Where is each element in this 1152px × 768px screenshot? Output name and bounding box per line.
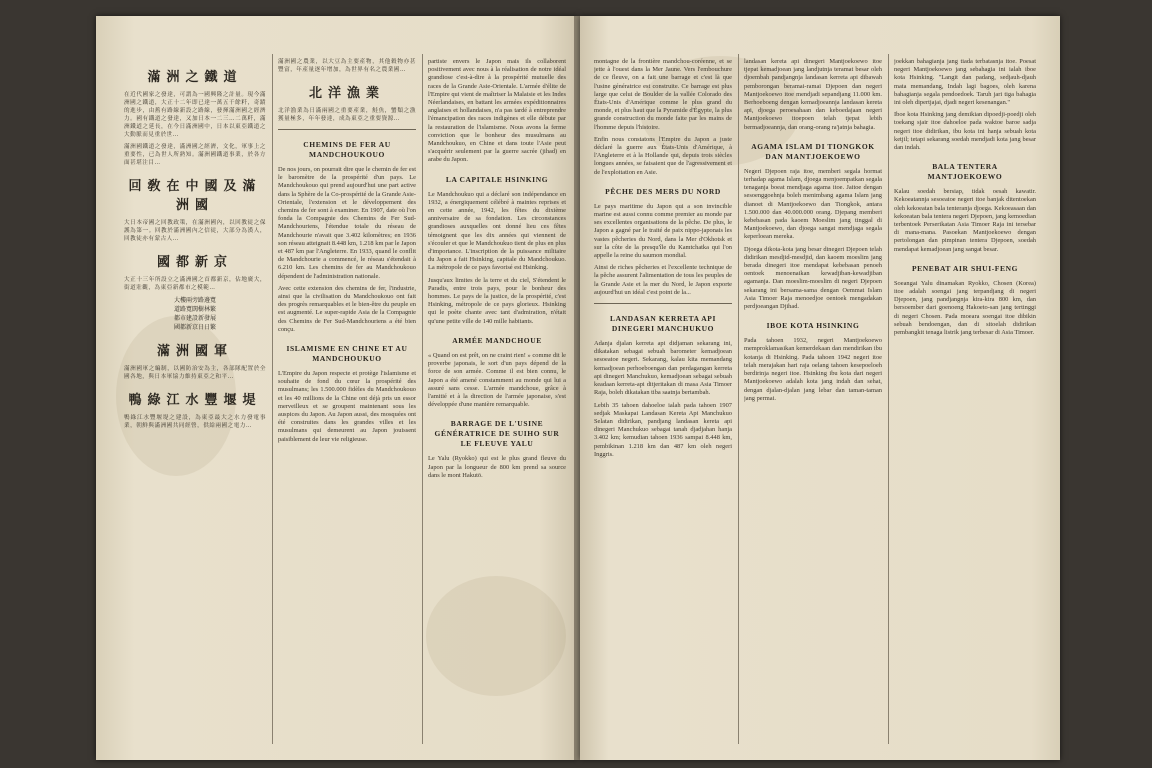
column-divider: [272, 54, 273, 744]
heading-agama-islam: AGAMA ISLAM DI TIONGKOK DAN MANTJOEKOEWO: [751, 141, 875, 161]
paragraph: Jusqu'aux limites de la terre et du ciel, S'étendent le Paradis, entre trois pays, pour le bonheur des hommes. Le pays de la justice, de la prospérité, c'est Hsinking, métropole de ce pays glorieux. Hsinking qui le poète chante avec tant d'admiration, n'était qu'une petite ville de 140 mille habitants.: [428, 276, 566, 325]
paragraph: Enfin nous constatons l'Empire du Japon a juste déclaré la guerre aux États-Unis d'Amérique, à l'Angleterre et à la Hollande qui, depuis trois siècles longues années, se faisaient que de l'agressivement et de l'exploitation en Asie.: [594, 135, 732, 176]
paragraph: Lebih 35 tahoen dahoeloe ialah pada tahoen 1907 sedjak Maskapai Landasan Kereta Api Manchukuo Selatan didirikan, pandjang landasan kereta api dinegeri Manchukuo sebagai tanah djadjahan hanja 3.402 km; kemudian tahoen 1936 sampai 8.448 km, pembikinan 1.218 km dan 487 km oleh negeri Inggris.: [594, 401, 732, 458]
heading-penebat-air-shui-feng: PENEBAT AIR SHUI-FENG: [911, 263, 1019, 273]
heading-chemins-de-fer: CHEMINS DE FER AU MANDCHOUKOUO: [303, 140, 391, 159]
heading-bala-tentera: BALA TENTERA MANTJOEKOEWO: [927, 162, 1003, 182]
heading-iboe-kota-hsinking: IBOE KOTA HSINKING: [766, 321, 860, 331]
heading-capital-hsinking: 國都新京: [156, 255, 233, 270]
heading-manchukuo-army: 滿洲國軍: [156, 344, 233, 359]
rule: [278, 129, 416, 130]
poem-line: 大樓兩旁路邊寬: [173, 297, 216, 304]
right-page: [580, 16, 1060, 760]
paragraph: 滿洲國之農業，以大豆為主要產物，其他穀物亦甚豐富，年產量逐年增加，為世界有名之農業國…: [278, 59, 416, 73]
paragraph: Avec cette extension des chemins de fer, l'industrie, ainsi que la civilisation du Mandchoukouo ont fait des progrès remarquables et le bien-être du peuple en est augmenté. Le super-rapide Asia de la Compagnie des Chemins de Fer Sud-Mandchouriens a été bien conçu.: [278, 284, 416, 333]
french-column-3: [428, 58, 566, 744]
heading-landasan-kerreta-api: LANDASAN KERRETA API DINEGERI MANCHUKUO: [609, 314, 717, 334]
poem-line: 國都新京日日繁: [173, 324, 216, 331]
chinese-column-1: [124, 58, 266, 744]
left-page: [96, 16, 578, 760]
paragraph: Le Yalu (Ryokko) qui est le plus grand fleuve du Japon par la longueur de 800 km prend sa source dans le mont Hakutō.: [428, 455, 566, 479]
heading-northern-fishery: 北洋漁業: [308, 86, 385, 101]
heading-islamisme: ISLAMISME EN CHINE ET AU MANDCHOUKUO: [286, 344, 408, 364]
heading-yalu-dam: 鴨綠江水豐堰堤: [128, 393, 262, 408]
column-divider: [888, 54, 889, 744]
mixed-column-2: [278, 58, 416, 744]
paragraph: Le pays maritime du Japon qui a son invincible marine est aussi connu comme premier au monde par ses excellentes organisations de la pêche. De plus, le Japon a gagné par le traité de paix nippo-japonais les vastes pêcheries du Nord, dans la Mer d'Okhotsk et sur la côte de la presqu'île du Kamtchatka qui l'on appelle la reine du saumon mondial.: [594, 202, 732, 260]
heading-islam-china-manchukuo: 回敎在中國及滿洲國: [128, 179, 262, 213]
paragraph: montagne de la frontière mandchou-coréenne, et se jette à l'ouest dans la Mer Jaune. Vers l'embouchure de ce fleuve, on a fait une barrage et c'est là que l'usine génératrice est construite. Ce barrage est plus large que celui de Boulder de la vallée Colorado des États-Unis d'Amérique comme le plus grand du monde, et plus haut que la Pyramide d'Égypte, la plus grande construction du monde faite par les mains de l'homme depuis l'histoire.: [594, 58, 732, 131]
indonesian-column-3: [894, 58, 1036, 744]
paragraph: De nos jours, on pourrait dire que le chemin de fer est le baromètre de la prospérité d'un pays. Le Mandchoukouo qui prend aujourd'hui une part active dans la Sphère de la Co-prospérité de la Grande Asie-Orientale, l'extension et le développement des chemins de fer sont à examiner. En 1907, date où l'on fonda la Compagnie des Chemins de Fer Sud-Mandchouriens, l'étendue totale du réseau de Mandchourie n'avait que 3.402 kilomètres; en 1936 son réseau atteignait 8.448 km, 1.218 km par le Japon et 487 km par l'Angleterre. En 1933, quand le conflit de Mandchourie a commencé, le réseau s'étendait à 6.210 km. Les chemins de fer au Mandchoukouo dépendent de l'administration nationale.: [278, 166, 416, 280]
poem: [124, 296, 266, 332]
heading-peche-mers-nord: PÊCHE DES MERS DU NORD: [605, 186, 721, 196]
heading-armee-mandchoue: ARMÉE MANDCHOUE: [452, 335, 542, 345]
paragraph: landasan kereta api dinegeri Mantjoekoewo itoe tjepat kemadjoean jang landjutnja teramat besar oleh djoembah pandjangnja landasan kerreta api dibawah pemborongan beramai-ramai Djepoen dan negeri Mantjoekoewo itoe mendjadi sepandjang 11.000 km. Berhoeboeng dengan kemadjoeannja landasan kereta api, djoega peroesahaan dan keboedajaan negeri Mantjoekoewo itoepoen telah tjepat lebih bermadjoeannja, dan orang-orang ra'jatnja bahagia.: [744, 58, 882, 131]
paragraph: Iboe kota Hsinking jang demikian dipoedji-poedji oleh toekang sjair itoe dahoeloe pada waktoe baroe sadja negeri itoe didirikan, ibu kota ini hanja sebuah kota ketjil; tetapi sekarang soedah mendjadi kota jang besar dan indah.: [894, 111, 1036, 152]
french-indonesian-column-1: [594, 58, 732, 744]
paragraph: 滿洲國軍之編制，以國防治安為主，各部隊配置於全國各地，與日本軍協力維持東亞之和平…: [124, 366, 266, 380]
paragraph: L'Empire du Japon respecte et protège l'islamisme et souhaite de fond du cœur la prospérité des musulmans; les 1.500.000 fidèles du Mandchoukouo et les 40 millions de la Chine ont déjà pris un essor merveilleux et se groupent maintenant sous les auspices du Japon. Au Japon aussi, des mosquées ont été construites dans les grandes villes et les musulmans qui demeurent au Japon jouissent paisiblement de leur vie religieuse.: [278, 370, 416, 443]
rule: [594, 303, 732, 304]
heading-barrage-suiho: BARRAGE DE L'USINE GÉNÉRATRICE DE SUIHO SUR LE FLEUVE YALU: [434, 419, 560, 449]
paragraph: Negeri Djepoen raja itoe, memberi segala hormat terhadap agama Islam, djoega menjoempatkan segala tenaganja boeat mendjaga agama itoe. Jaitoe dengan sesoenggoehnja boleh menimbang agama Islam jang dianoet di Mantjoekoewo dan Tiongkok, antara 1.500.000 dan 40.000.000 orang. Djepang memberi kebebasan pada kaoem Moeslim jang tinggal di Mantjoekoewo, dan djoega sangat mendjaga segala keperloean mereka.: [744, 167, 882, 241]
paragraph: 滿洲國鐵道之發達，滿洲國之經濟，文化，軍事上之重要性，已為世人所熟知。滿洲國鐵道事業，於各方面甚堪注目…: [124, 144, 266, 166]
paragraph: Pada tahoen 1932, negeri Mantjoekoewo memproklamasikan kemerdekaan dan mendirikan ibu kotanja di Hsinking. Pada tahoen 1942 negeri itoe telah merajakan hari raja oelang tahoen kesepoeloeh berdirinja negeri itoe. Hsinking ibu kota dari negeri Mantjoekoewo adalah kota jang indah dan sehat, dengan djalan-djalan jang lebar dan taman-taman jang permai.: [744, 337, 882, 402]
paragraph: Adanja djalan kerreta api didjaman sekarang ini, dikatakan sebagai sebuah barometer kemadjoean sesoeatoe negeri. Sekarang, kalau kita memandang kemadjoean perhoeboengan dan perdagangan kerreta api dinegeri Manchukuo, kemadjoean sebagai sebuah keadaan kerreta-api ditjeritakan di masa Asia Timoer Raja, boleh dikatakan tiba saatnja bertambah.: [594, 340, 732, 397]
paragraph: 大日本帝國之回教政策，在滿洲國內，以回教徒之保護為第一。回教於滿洲國內之信徒，大部分為漢人，回教徒亦有蒙古人…: [124, 220, 266, 242]
paragraph: 大正十三年所設立之滿洲國之首都新京，佔地廣大，街道壯觀，為東亞新都市之模範…: [124, 277, 266, 291]
indonesian-column-2: [744, 58, 882, 744]
poem-line: 道路寬闊樹林繁: [173, 306, 216, 313]
poem-line: 都市建設新發展: [173, 315, 216, 322]
heading-capitale-hsinking: LA CAPITALE HSINKING: [445, 174, 549, 184]
heading-manchuria-railway: 滿洲之鐵道: [147, 70, 243, 85]
column-divider: [738, 54, 739, 744]
paragraph: Kalau soedah bersiap, tidak oesah kawatir. Kekoeatannja sesoeatoe negeri itoe banjak ditentoekan oleh kekoeatan bala tenteranja djoega. Kekoeasaan dan kekoeatan bala tentera negeri Djepoen, jang kemoedian terbentoek Perserikatan Asia Timoer Raja ini tersebar di mana-mana. Pasoekan Mantjoekoewo dengan pertolongan dan pimpinan tentera Djepoen, soedah mendapat kemadjoean jang sangat besar.: [894, 188, 1036, 253]
paragraph: « Quand on est prêt, on ne craint rien! » comme dit le proverbe japonais, le sort d'un pays dépend de la force de son armée. Comme il est bien connu, le Japon a été amené constamment au monde qui lui a assuré sans cesse. L'armée mandchoue, grâce à l'amitié et à la direction de l'armée japonaise, s'est développée d'une manière remarquable.: [428, 351, 566, 409]
paragraph: Ainsi de riches pêcheries et l'excellente technique de la pêche assurent l'alimentation de tous les peuples de la Grande Asie et la mer du Nord, le Japon exporte aujourd'hui un idéal c'est point de la...: [594, 264, 732, 296]
paragraph: Le Mandchoukuo qui a déclaré son indépendance en 1932, a énergiquement célébré à maintes reprises et en cette année, 1942, les fêtes du dixième anniversaire de sa fondation. Les circonstances grandioses auxquelles ont donné lieu ces fêtes témoignent que les dix années qui viennent de s'écouler et que le Mandchoukuo tient de plus en plus d'importance. L'inscription de la puissance militaire du Japon a fait Hsinking, capitale du Mandchoukuo. La métropole de ce pays favorisé est Hsinking.: [428, 190, 566, 272]
paragraph: partiste envers le Japon mais ils collaborent positivement avec nous à la réalisation de notre idéal grandiose c'est-à-dire à la prospérité mutuelle des races de la Grande Asie-Orientale. L'armée d'élite de l'Empire qui vient de maîtriser la Malaisie et les Indes Néerlandaises, en battant les armées expéditionnaires anglaises et hollandaises, n'a pas tardé à entreprendre l'émancipation des races indigènes et elle débute par la restauration de l'islamisme. Nous avons la ferme conviction que le bonheur des musulmans au Mandchoukuo, en Chine et dans toute l'Asie peut s'acquérir seulement par la guerre sacrée (jihad) en arabe du Japon.: [428, 58, 566, 164]
paragraph: 在近代國家之發達，可謂為一國興隆之計量。現今滿洲國之鐵道，大正十二年即已達一萬五千餘粁，奇蹟的進步，由舊有路線新設之路線，發揮滿洲國之經濟力。國有鐵道之發達，又加日本一二三…二萬粁，滿洲鐵道之延長，在今日滿洲國中，日本以東亞鐵道之大動脈而見重於世…: [124, 92, 266, 138]
paragraph: 北洋漁業為日滿兩國之重要產業，鮭魚，蟹類之漁獲量極多，年年發達，成為東亞之重要資源…: [278, 108, 416, 122]
paragraph: joekkan bahagianja jang tiada terbatasnja itoe. Poesat negeri Mantjoekoewo jang sebahagia ini ialah iboe kota Hsinking. "Langit dan padang, sedjauh-djauh mata memandang, Indah lagi bagoes, oleh karena bahagianja segala pendoedoek. Taruh jari tiga bahagia ini oleh dipertjajai, djadi negeri kesenangan.": [894, 58, 1036, 107]
paragraph: 鴨綠江水豐堰堤之建設，為東亞最大之水力發電事業，朝鮮與滿洲國共同經營，供給兩國之電力…: [124, 415, 266, 429]
paragraph: Soeangai Yalu dinamakan Ryokko, Chosen (Korea) itoe adalah soengai jang terpandjang di negeri Djepoen, jang pandjangnja kira-kira 800 km, dan bersoember dari goenoeng Hakoeto-san jang tertinggi di negeri Chosen. Pada moeara soengai itoe dibikin sebuah bendoengan, dan di sitoelah didirikan pembangkit tenaga listrik jang terbesar di Asia Timoer.: [894, 279, 1036, 337]
column-divider: [422, 54, 423, 744]
paragraph: Djoega dikota-kota jang besar dinegeri Djepoen telah didirikan mesdjid-mesdjid, dan kaoem moeslim jang berada dinegeri itoe mendapat kebebasan penoeh oentoek menoenaikan kewadjiban-kewadjiban agamanja. Dan moeslim-moeslim di negeri Djepoen sekarang ini bersama-sama dengan Oemmat Islam Asia Timoer Raja menoedjoe oentoek mengadakan perdjoeangan Djihad.: [744, 245, 882, 311]
